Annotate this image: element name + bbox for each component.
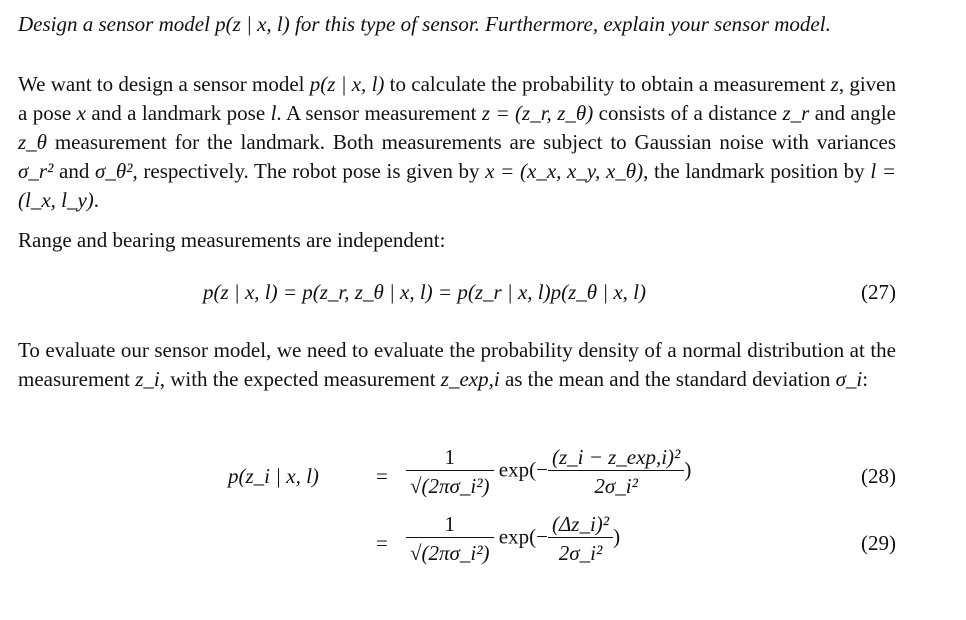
text-run: . <box>93 188 100 212</box>
math-inline: z_r <box>782 101 810 125</box>
text-run: to calculate the probability to obtain a measurement <box>384 72 831 96</box>
equation-number-28: (28) <box>861 464 896 488</box>
coef-fraction <box>406 511 494 566</box>
exp-numerator: (Δz_i)² <box>551 512 610 536</box>
equation-28-lhs: p(z_i | x, l) <box>228 464 319 488</box>
paragraph-sensor-model <box>18 70 896 215</box>
exp-prefix: exp(− <box>498 457 548 482</box>
exp-fraction <box>548 511 613 566</box>
text-run: as the mean and the standard deviation <box>499 367 836 391</box>
text-run: : <box>862 367 869 391</box>
text-run: , respectively. The robot pose is given by <box>132 159 486 183</box>
text-run: , given a pose <box>18 72 896 125</box>
text-run: , the landmark position by <box>643 159 871 183</box>
math-inline: z = (z_r, z_θ) <box>481 101 594 125</box>
equation-28-rhs <box>406 444 691 499</box>
coef-fraction <box>406 444 494 499</box>
text-run: and angle <box>809 101 896 125</box>
equation-number-27: (27) <box>861 280 896 304</box>
math-inline: x <box>76 101 86 125</box>
equation-29-rhs <box>406 511 620 566</box>
text-run: We want to design a sensor model <box>18 72 310 96</box>
exp-suffix: ) <box>613 524 621 549</box>
text-run: consists of a distance <box>593 101 783 125</box>
math-inline: l <box>270 101 277 125</box>
exp-numerator: (z_i − z_exp,i)² <box>551 445 681 469</box>
question-heading <box>18 10 896 38</box>
text-run: , with the expected measurement <box>159 367 441 391</box>
exp-prefix: exp(− <box>498 524 548 549</box>
text-run: measurement for the landmark. Both measurements are subject to Gaussian noise with variances <box>47 130 896 154</box>
math-inline: x = (x_x, x_y, x_θ) <box>485 159 644 183</box>
text-run: . A sensor measurement <box>276 101 482 125</box>
coef-denominator: √(2πσ_i²) <box>406 537 494 566</box>
math-inline: σ_r² <box>18 159 54 183</box>
equation-number-29: (29) <box>861 531 896 555</box>
equation-28-equals: = <box>376 464 388 488</box>
equation-27-expr: p(z | x, l) = p(z_r, z_θ | x, l) = p(z_r | x, l)p(z_θ | x, l) <box>203 280 647 304</box>
paragraph-independence: Range and bearing measurements are independent: <box>18 228 446 252</box>
math-inline: l = (l_x, l_y) <box>18 159 897 212</box>
text-run: To evaluate our sensor model, we need to evaluate the probability density of a normal distribution at the measurement <box>18 338 896 391</box>
math-inline: z <box>830 72 839 96</box>
exp-suffix: ) <box>684 457 692 482</box>
exp-denominator: 2σ_i² <box>548 470 684 499</box>
coef-numerator: 1 <box>444 445 456 469</box>
question-text: Design a sensor model p(z | x, l) for this type of sensor. Furthermore, explain your sensor model. <box>18 12 831 36</box>
math-inline: p(z | x, l) <box>309 72 385 96</box>
exp-fraction <box>548 444 684 499</box>
text-run: and <box>53 159 95 183</box>
coef-numerator: 1 <box>444 512 456 536</box>
math-inline: z_θ <box>18 130 47 154</box>
equation-29-equals: = <box>376 531 388 555</box>
coef-denominator: √(2πσ_i²) <box>406 470 494 499</box>
paragraph-normal-density <box>18 336 896 394</box>
exp-denominator: 2σ_i² <box>548 537 613 566</box>
math-inline: σ_i <box>835 367 863 391</box>
math-inline: z_exp,i <box>440 367 500 391</box>
text-run: and a landmark pose <box>86 101 271 125</box>
math-inline: σ_θ² <box>95 159 133 183</box>
math-inline: z_i <box>135 367 160 391</box>
